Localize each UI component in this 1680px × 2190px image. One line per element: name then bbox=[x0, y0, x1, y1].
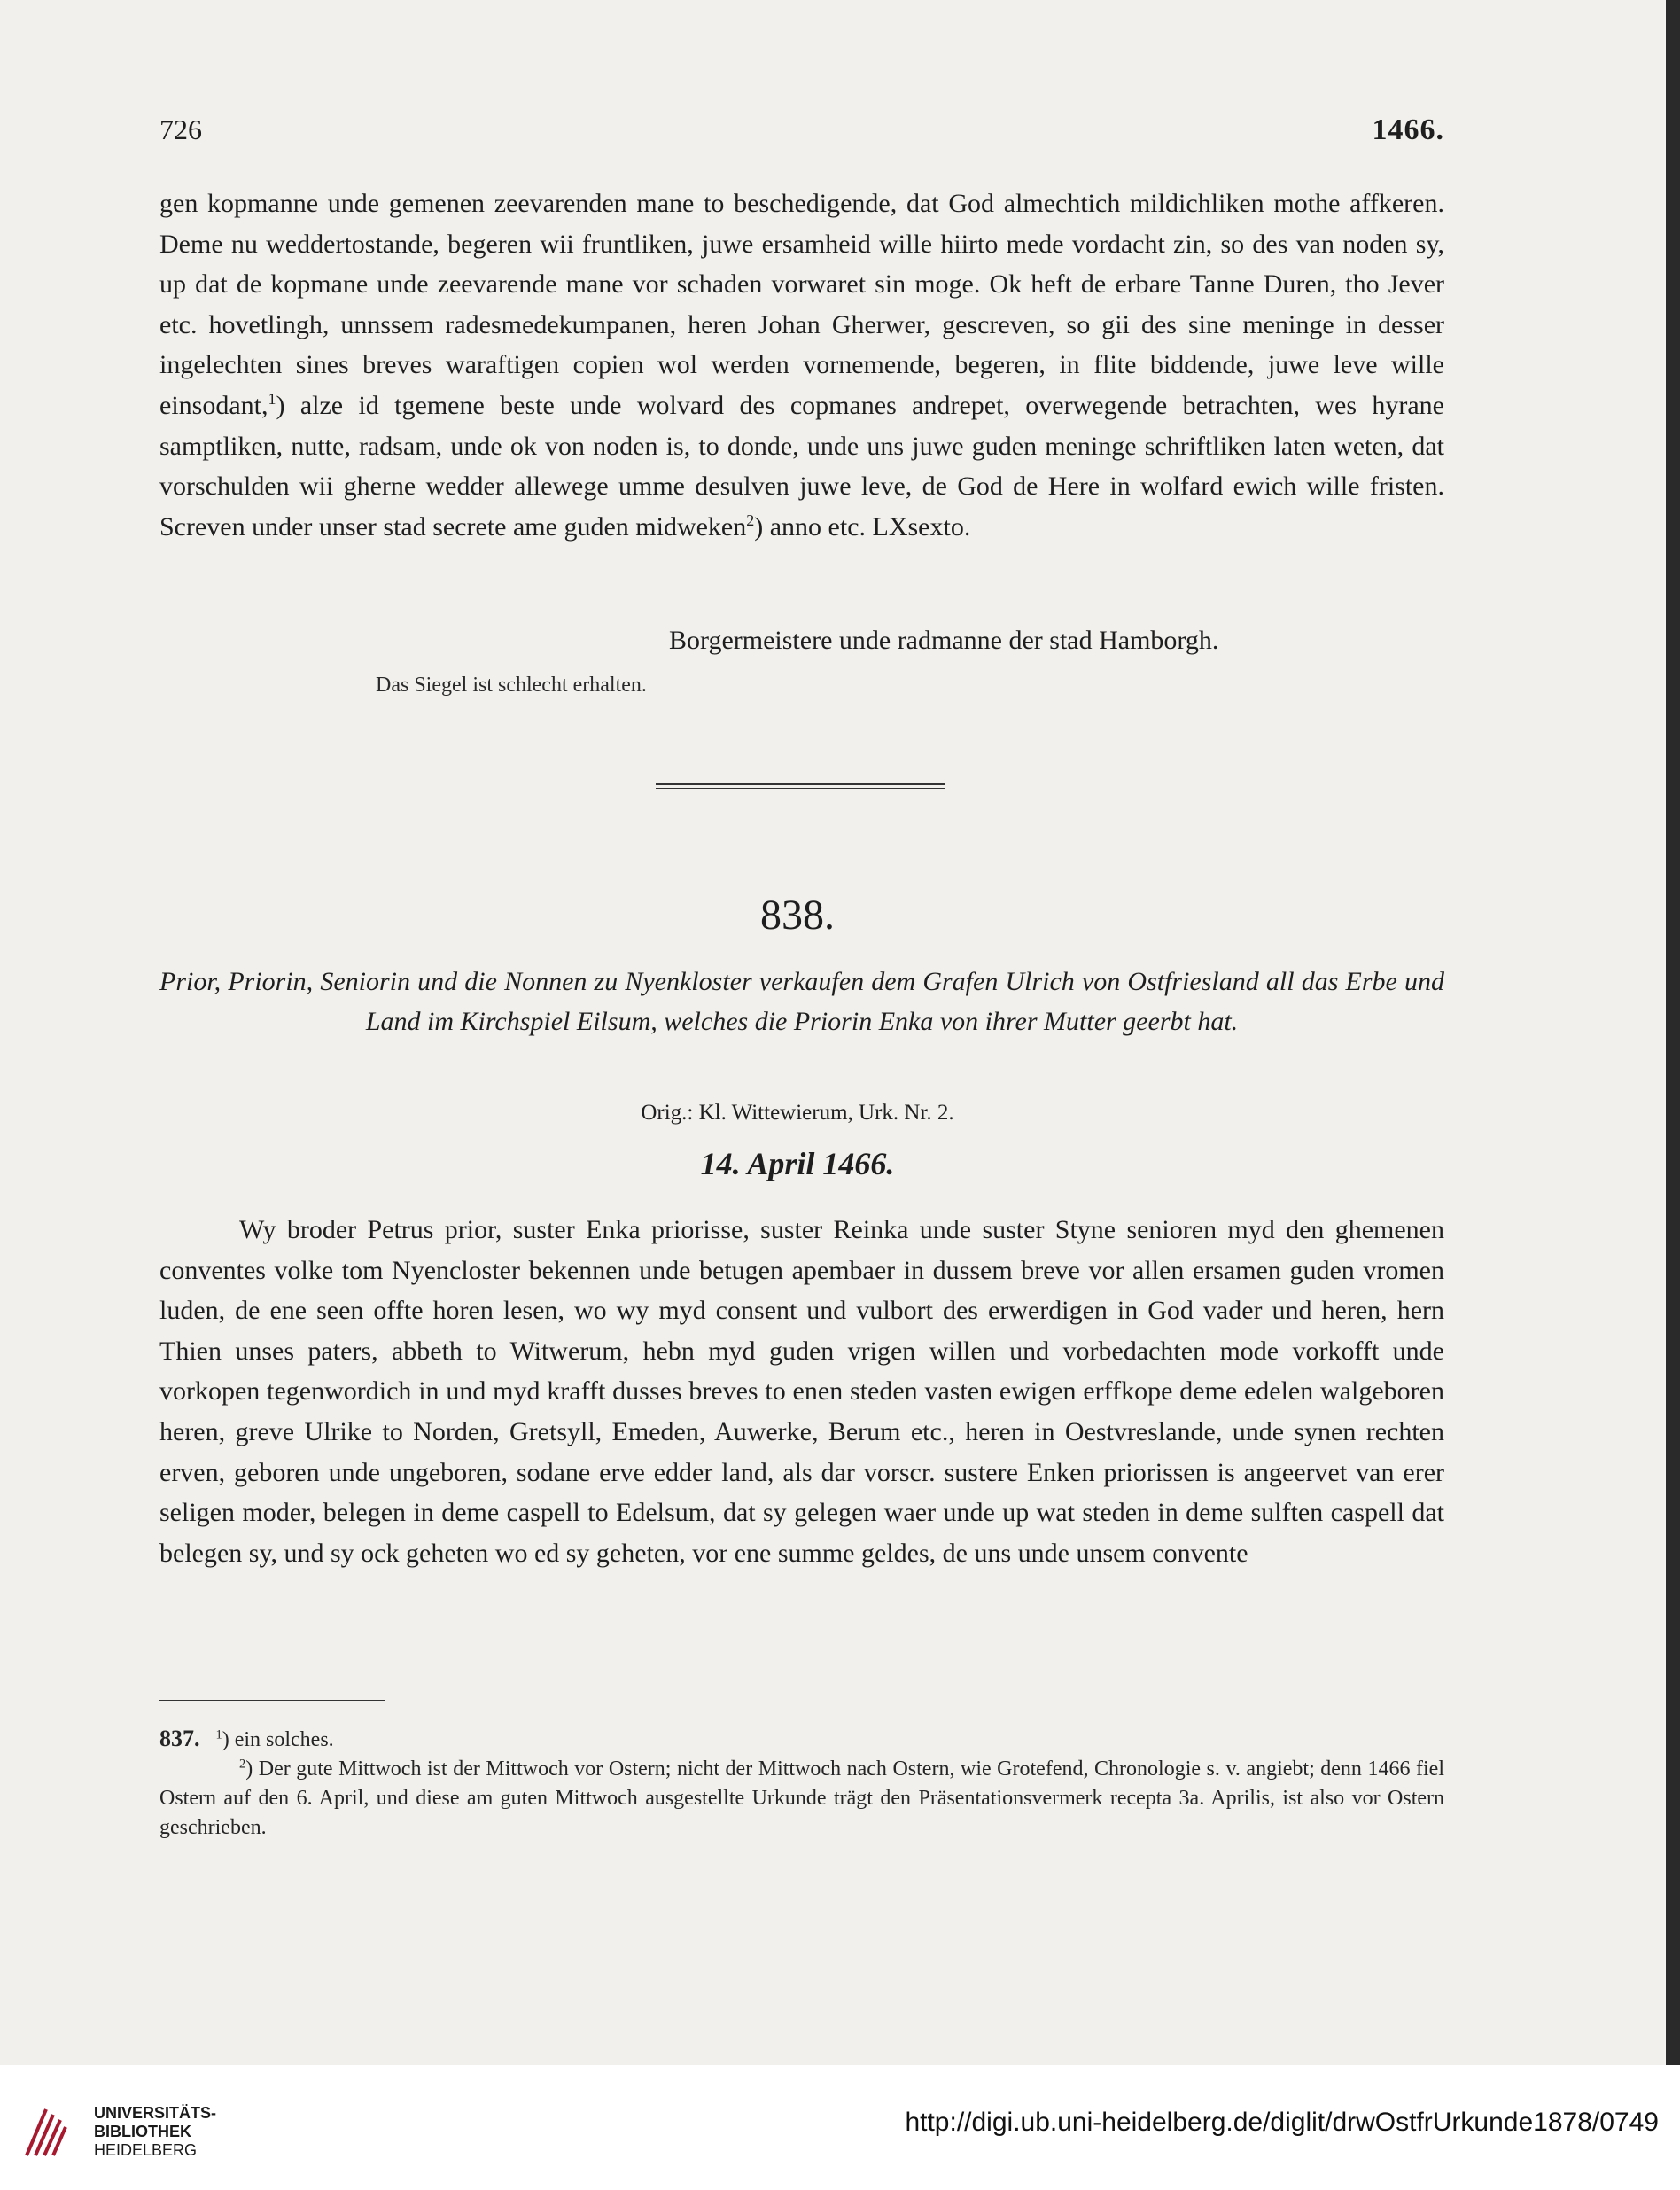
letter-text-b: ) alze id tgemene beste unde wolvard des copmanes andrepet, overwegende betrachten, wes hyrane samptliken, nutte, radsam, unde ok von noden is, to donde, unde uns juwe guden meninge schriftliken laten weten, dat vorschulden wii gherne wedder allewege umme desulven juwe leve, de God de Here in wolfard ewich wille fristen. Screven under unser stad secrete ame guden midweken bbox=[159, 390, 1444, 542]
page-number: 726 bbox=[159, 113, 202, 145]
letter-text-a: gen kopmanne unde gemenen zeevarenden mane to beschedigende, dat God almechtich mildichliken mothe affkeren. Deme nu weddertostande, begeren wii fruntliken, juwe ersamheid wille hiirto mede vordacht zin, so des van noden sy, up dat de kopmane unde zeevarende mane vor schaden vorwaret sin moge. Ok heft de erbare Tanne Duren, tho Jever etc. hovetlingh, unnssem radesmedekumpanen, heren Johan Gherwer, gescreven, so gii des sine meninge in desser ingelechten sines breves waraftigen copien wol werden vornemende, begeren, in flite biddende, juwe leve wille einsodant, bbox=[159, 189, 1444, 420]
letter-text bbox=[159, 183, 1444, 547]
footnote-1 bbox=[159, 1724, 1444, 1755]
logo-line-2: BIBLIOTHEK bbox=[94, 2123, 191, 2140]
running-header bbox=[159, 113, 1444, 149]
footnote-mark-1: 1 bbox=[268, 390, 276, 409]
document-regest: Prior, Priorin, Seniorin und die Nonnen zu Nyenkloster verkaufen dem Grafen Ulrich von Ostfriesland all das Erbe und Land im Kirchspiel Eilsum, welches die Priorin Enka von ihrer Mutter geerbt hat. bbox=[159, 967, 1444, 1036]
footer-bar bbox=[0, 2065, 1680, 2190]
seal-note: Das Siegel ist schlecht erhalten. bbox=[376, 674, 647, 697]
footnote-1-text: ) ein solches. bbox=[222, 1728, 334, 1751]
document-source: Orig.: Kl. Wittewierum, Urk. Nr. 2. bbox=[641, 1101, 954, 1125]
library-logo-text[interactable] bbox=[94, 2104, 216, 2160]
section-divider-thin bbox=[656, 788, 945, 789]
library-logo-icon[interactable] bbox=[19, 2100, 73, 2163]
document-number: 838. bbox=[760, 892, 835, 939]
footnote-2-text: ) Der gute Mittwoch ist der Mittwoch vor Ostern; nicht der Mittwoch nach Ostern, wie Grotefend, Chronologie s. v. angiebt; denn 1466 fiel Ostern auf den 6. April, und diese am guten Mittwoch ausgestellte Urkunde trägt den Präsentationsvermerk recepta 3a. Aprilis, ist also vor Ostern geschrieben. bbox=[159, 1757, 1444, 1839]
footnote-divider bbox=[159, 1700, 385, 1701]
logo-line-1: UNIVERSITÄTS- bbox=[94, 2104, 217, 2122]
running-year: 1466. bbox=[1372, 113, 1444, 146]
permalink-url[interactable]: http://digi.ub.uni-heidelberg.de/diglit/drwOstfrUrkunde1878/0749 bbox=[905, 2108, 1659, 2137]
logo-line-3: HEIDELBERG bbox=[94, 2141, 198, 2159]
document-text: Wy broder Petrus prior, suster Enka priorisse, suster Reinka unde suster Styne senioren myd den ghemenen conventes volke tom Nyencloster bekennen unde betugen apembaer in dussem breve vor allen ersamen guden vromen luden, de ene seen offte horen lesen, wo wy myd consent und vulbort des erwerdigen in God vader und heren, hern Thien unses paters, abbeth to Witwerum, hebn myd guden vrigen willen und vorbedachten mode vorkofft unde vorkopen tegenwordich in und myd krafft dusses breves to enen steden vasten ewigen erffkope deme edelen walgeboren heren, greve Ulrike to Norden, Gretsyll, Emeden, Auwerke, Berum etc., heren in Oestvreslande, unde synen rechten erven, geboren unde ungeboren, sodane erve edder land, als dar vorscr. sustere Enken priorissen is angeervet van erer seligen moder, belegen in deme caspell to Edelsum, dat sy gelegen waer unde up wat steden in deme sulften caspell dat belegen sy, und sy ock geheten wo ed sy geheten, vor ene summe geldes, de uns unde unsem convente bbox=[159, 1215, 1444, 1568]
footnote-mark-2: 2 bbox=[746, 510, 755, 529]
footnote-1-mark: 1 bbox=[215, 1727, 222, 1742]
footnote-2 bbox=[159, 1755, 1444, 1843]
letter-signature: Borgermeistere unde radmanne der stad Hamborgh. bbox=[669, 626, 1219, 655]
document-date: 14. April 1466. bbox=[700, 1146, 895, 1181]
footnote-2-mark: 2 bbox=[239, 1757, 246, 1772]
letter-text-c: ) anno etc. LXsexto. bbox=[754, 511, 971, 542]
section-divider bbox=[656, 783, 945, 785]
footnote-ref-number: 837. bbox=[159, 1726, 200, 1751]
footnotes bbox=[159, 1724, 1444, 1843]
scan-edge bbox=[1666, 0, 1680, 2065]
